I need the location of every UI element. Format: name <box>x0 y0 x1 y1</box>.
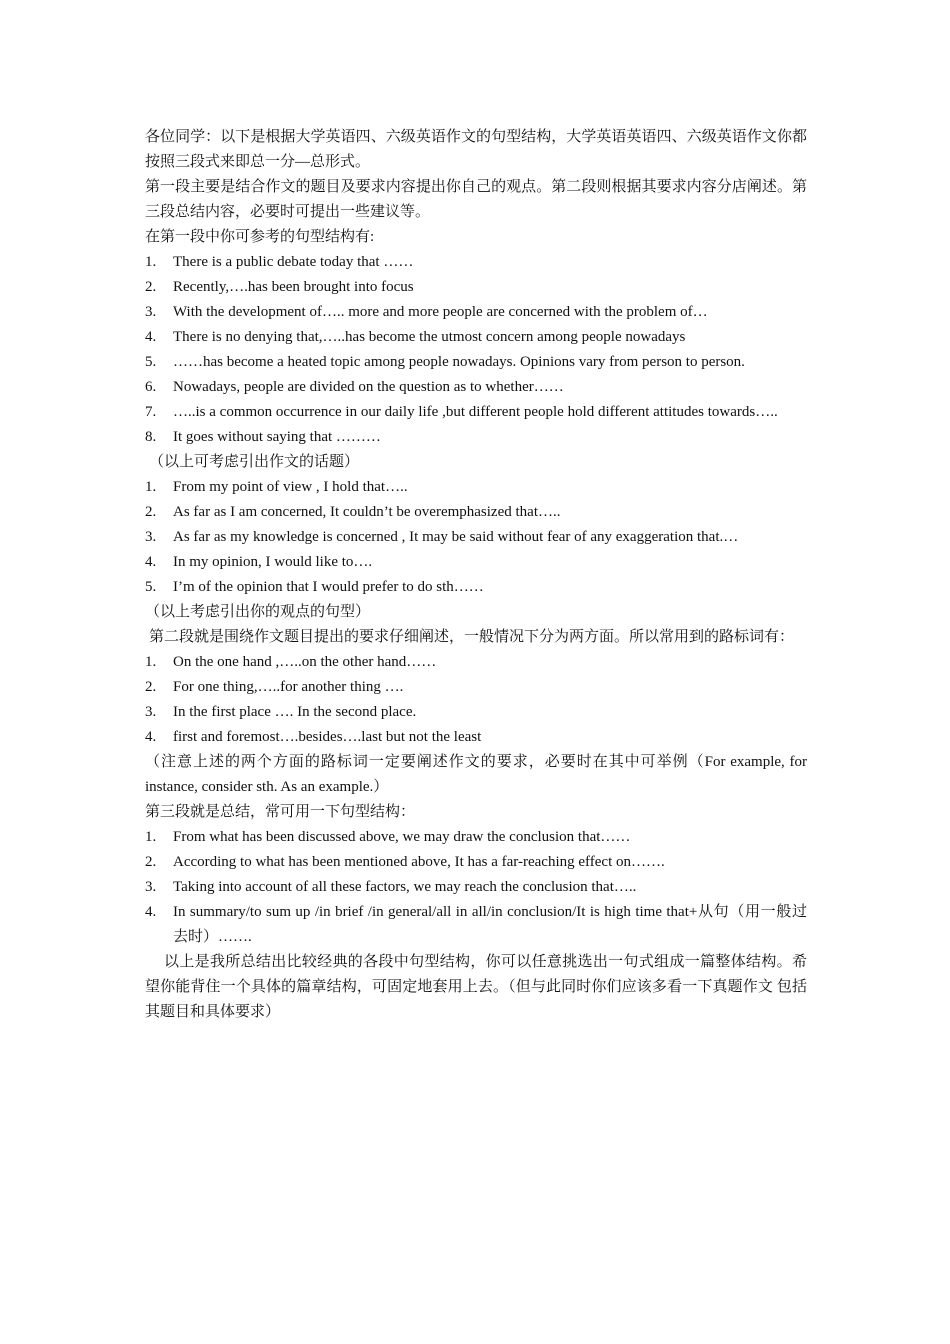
opinion-note: （以上考虑引出你的观点的句型） <box>145 604 371 620</box>
item-text: There is no denying that,…..has become the utmost concern among people nowadays <box>173 329 686 345</box>
overview-paragraph: 第一段主要是结合作文的题目及要求内容提出你自己的观点。第二段则根据其要求内容分店阐述。第三段总结内容，必要时可提出一些建议等。 <box>145 179 807 220</box>
item-text: In summary/to sum up /in brief /in general/all in all/in conclusion/It is high time that+从句（用一般过去时）……. <box>173 904 807 945</box>
list-item <box>145 875 807 900</box>
item-number: 5. <box>145 579 157 595</box>
list-item <box>145 375 807 400</box>
item-number: 3. <box>145 879 157 895</box>
signpost-note: （注意上述的两个方面的路标词一定要阐述作文的要求，必要时在其中可举例（For example, for instance, consider sth. As an example.） <box>145 754 807 795</box>
item-text: With the development of….. more and more people are concerned with the problem of… <box>173 304 708 320</box>
list-item <box>145 475 807 500</box>
item-number: 3. <box>145 704 157 720</box>
item-number: 4. <box>145 904 157 920</box>
item-number: 2. <box>145 679 157 695</box>
item-number: 3. <box>145 529 157 545</box>
item-number: 4. <box>145 329 157 345</box>
item-text: In the first place …. In the second place. <box>173 704 417 720</box>
list-item <box>145 825 807 850</box>
topic-note: （以上可考虑引出作文的话题） <box>149 454 360 470</box>
item-text: In my opinion, I would like to…. <box>173 554 373 570</box>
item-number: 8. <box>145 429 157 445</box>
item-text: …..is a common occurrence in our daily life ,but different people hold different attitudes towards….. <box>173 404 778 420</box>
item-number: 1. <box>145 654 157 670</box>
item-number: 1. <box>145 254 157 270</box>
intro-paragraph: 各位同学：以下是根据大学英语四、六级英语作文的句型结构，大学英语英语四、六级英语作文你都按照三段式来即总一分—总形式。 <box>145 129 807 170</box>
list-item <box>145 525 807 550</box>
list-item <box>145 250 807 275</box>
item-number: 2. <box>145 854 157 870</box>
item-number: 4. <box>145 554 157 570</box>
list-item <box>145 275 807 300</box>
item-text: Recently,….has been brought into focus <box>173 279 414 295</box>
item-text: As far as my knowledge is concerned , It may be said without fear of any exaggeration that.… <box>173 529 739 545</box>
item-number: 3. <box>145 304 157 320</box>
list-item <box>145 725 807 750</box>
item-number: 5. <box>145 354 157 370</box>
item-text: There is a public debate today that …… <box>173 254 414 270</box>
item-text: It goes without saying that ……… <box>173 429 381 445</box>
list-item <box>145 300 807 325</box>
para3-heading: 第三段就是总结，常可用一下句型结构： <box>145 804 416 820</box>
item-number: 1. <box>145 829 157 845</box>
item-number: 7. <box>145 404 157 420</box>
item-text: According to what has been mentioned above, It has a far-reaching effect on……. <box>173 854 665 870</box>
list-item <box>145 900 807 950</box>
para1-heading: 在第一段中你可参考的句型结构有: <box>145 229 375 245</box>
item-text: Nowadays, people are divided on the question as to whether…… <box>173 379 564 395</box>
item-text: On the one hand ,…..on the other hand…… <box>173 654 437 670</box>
item-text: ……has become a heated topic among people nowadays. Opinions vary from person to person. <box>173 354 745 370</box>
list-item <box>145 350 807 375</box>
item-text: Taking into account of all these factors, we may reach the conclusion that….. <box>173 879 637 895</box>
item-text: From what has been discussed above, we may draw the conclusion that…… <box>173 829 631 845</box>
list-item <box>145 675 807 700</box>
list-item <box>145 850 807 875</box>
document-page <box>145 125 807 1025</box>
item-number: 4. <box>145 729 157 745</box>
para2-heading: 第二段就是围绕作文题目提出的要求仔细阐述，一般情况下分为两方面。所以常用到的路标词有： <box>149 629 795 645</box>
list-item <box>145 700 807 725</box>
conclusion-sentence-list <box>145 825 807 950</box>
item-text: first and foremost….besides….last but not the least <box>173 729 482 745</box>
closing-paragraph: 以上是我所总结出比较经典的各段中句型结构，你可以任意挑选出一句式组成一篇整体结构。希望你能背住一个具体的篇章结构，可固定地套用上去。（但与此同时你们应该多看一下真题作文 包括其题目和具体要求） <box>145 954 807 1020</box>
item-number: 2. <box>145 279 157 295</box>
topic-sentence-list <box>145 250 807 450</box>
list-item <box>145 650 807 675</box>
item-text: I’m of the opinion that I would prefer to do sth…… <box>173 579 484 595</box>
list-item <box>145 500 807 525</box>
signpost-list <box>145 650 807 750</box>
list-item <box>145 400 807 425</box>
list-item <box>145 550 807 575</box>
item-number: 2. <box>145 504 157 520</box>
item-text: For one thing,…..for another thing …. <box>173 679 404 695</box>
list-item <box>145 425 807 450</box>
list-item <box>145 575 807 600</box>
item-number: 1. <box>145 479 157 495</box>
item-number: 6. <box>145 379 157 395</box>
list-item <box>145 325 807 350</box>
item-text: From my point of view , I hold that….. <box>173 479 408 495</box>
opinion-sentence-list <box>145 475 807 600</box>
item-text: As far as I am concerned, It couldn’t be overemphasized that….. <box>173 504 561 520</box>
